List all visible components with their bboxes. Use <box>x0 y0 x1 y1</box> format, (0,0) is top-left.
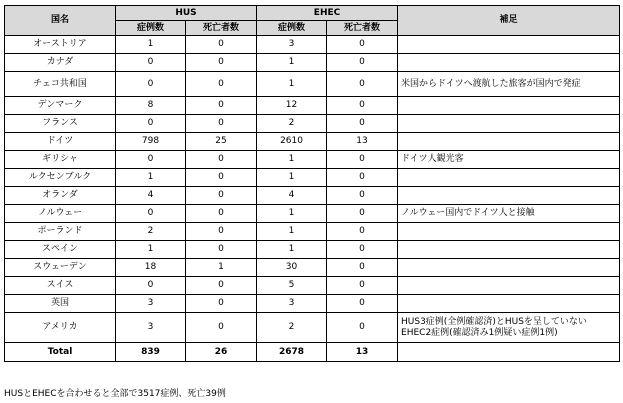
cell-hus-cases: 2 <box>116 223 186 241</box>
cell-note <box>398 97 620 115</box>
cell-hus-deaths: 0 <box>186 277 257 295</box>
cell-country: カナダ <box>5 54 116 72</box>
cell-hus-deaths: 25 <box>186 133 257 151</box>
cell-ehec-cases: 1 <box>257 151 327 169</box>
header-ehec: EHEC <box>257 6 398 21</box>
cell-ehec-deaths: 0 <box>327 115 398 133</box>
total-note <box>398 343 620 362</box>
cell-hus-deaths: 0 <box>186 151 257 169</box>
cell-note <box>398 187 620 205</box>
cell-hus-cases: 0 <box>116 205 186 223</box>
table-row <box>5 36 620 54</box>
cell-hus-cases: 1 <box>116 36 186 54</box>
cell-hus-deaths: 0 <box>186 295 257 313</box>
cell-ehec-cases: 2 <box>257 313 327 343</box>
cell-ehec-deaths: 0 <box>327 151 398 169</box>
cell-hus-cases: 0 <box>116 277 186 295</box>
cell-ehec-cases: 30 <box>257 259 327 277</box>
cell-country: ギリシャ <box>5 151 116 169</box>
cell-hus-cases: 0 <box>116 115 186 133</box>
header-notes: 補足 <box>398 6 620 36</box>
cell-country: オーストリア <box>5 36 116 54</box>
cell-hus-cases: 3 <box>116 295 186 313</box>
table-row <box>5 313 620 343</box>
cell-country: 英国 <box>5 295 116 313</box>
cell-hus-deaths: 0 <box>186 115 257 133</box>
cell-ehec-cases: 12 <box>257 97 327 115</box>
cell-note <box>398 259 620 277</box>
cell-hus-deaths: 0 <box>186 313 257 343</box>
cell-ehec-deaths: 0 <box>327 72 398 97</box>
cell-note <box>398 223 620 241</box>
cell-hus-cases: 1 <box>116 241 186 259</box>
cell-hus-deaths: 0 <box>186 97 257 115</box>
header-hus-cases: 症例数 <box>116 21 186 36</box>
header-ehec-cases: 症例数 <box>257 21 327 36</box>
cell-note <box>398 36 620 54</box>
cell-ehec-deaths: 0 <box>327 36 398 54</box>
cell-hus-deaths: 0 <box>186 223 257 241</box>
cell-ehec-deaths: 0 <box>327 295 398 313</box>
table-row <box>5 295 620 313</box>
cell-ehec-cases: 1 <box>257 72 327 97</box>
cell-country: オランダ <box>5 187 116 205</box>
table-row <box>5 241 620 259</box>
cell-hus-cases: 3 <box>116 313 186 343</box>
cell-ehec-cases: 2 <box>257 115 327 133</box>
cell-country: ドイツ <box>5 133 116 151</box>
ehec-hus-table <box>4 5 620 362</box>
footnote: HUSとEHECを合わせると全部で3517症例、死亡39例 <box>4 389 226 399</box>
cell-country: フランス <box>5 115 116 133</box>
cell-hus-cases: 0 <box>116 54 186 72</box>
cell-note: 米国からドイツへ渡航した旅客が国内で発症 <box>398 72 620 97</box>
table-row <box>5 223 620 241</box>
cell-ehec-deaths: 0 <box>327 259 398 277</box>
header-hus-deaths: 死亡者数 <box>186 21 257 36</box>
cell-ehec-cases: 1 <box>257 54 327 72</box>
cell-ehec-cases: 4 <box>257 187 327 205</box>
table-row <box>5 169 620 187</box>
cell-ehec-deaths: 13 <box>327 133 398 151</box>
cell-hus-deaths: 0 <box>186 205 257 223</box>
total-ehec-deaths: 13 <box>327 343 398 362</box>
cell-ehec-cases: 3 <box>257 36 327 54</box>
cell-hus-cases: 798 <box>116 133 186 151</box>
cell-hus-cases: 4 <box>116 187 186 205</box>
table-row <box>5 54 620 72</box>
total-hus-cases: 839 <box>116 343 186 362</box>
cell-note <box>398 277 620 295</box>
cell-ehec-deaths: 0 <box>327 277 398 295</box>
cell-hus-cases: 0 <box>116 72 186 97</box>
cell-ehec-cases: 1 <box>257 241 327 259</box>
table-row <box>5 97 620 115</box>
table-row <box>5 72 620 97</box>
cell-country: ルクセンブルク <box>5 169 116 187</box>
cell-ehec-cases: 2610 <box>257 133 327 151</box>
cell-hus-deaths: 0 <box>186 36 257 54</box>
cell-note <box>398 54 620 72</box>
cell-ehec-deaths: 0 <box>327 169 398 187</box>
cell-note: HUS3症例(全例確認済)とHUSを呈していないEHEC2症例(確認済み1例疑い症例1例) <box>398 313 620 343</box>
table-row <box>5 115 620 133</box>
table-row <box>5 277 620 295</box>
cell-ehec-cases: 1 <box>257 223 327 241</box>
cell-hus-cases: 0 <box>116 151 186 169</box>
cell-ehec-cases: 3 <box>257 295 327 313</box>
cell-hus-deaths: 0 <box>186 54 257 72</box>
cell-hus-deaths: 0 <box>186 241 257 259</box>
header-ehec-deaths: 死亡者数 <box>327 21 398 36</box>
cell-country: ポーランド <box>5 223 116 241</box>
cell-note <box>398 295 620 313</box>
cell-country: スイス <box>5 277 116 295</box>
total-hus-deaths: 26 <box>186 343 257 362</box>
cell-note: ドイツ人観光客 <box>398 151 620 169</box>
cell-ehec-cases: 5 <box>257 277 327 295</box>
cell-note: ノルウェー国内でドイツ人と接触 <box>398 205 620 223</box>
header-country: 国名 <box>5 6 116 36</box>
cell-country: スペイン <box>5 241 116 259</box>
cell-ehec-deaths: 0 <box>327 223 398 241</box>
cell-ehec-cases: 1 <box>257 169 327 187</box>
cell-country: スウェーデン <box>5 259 116 277</box>
table-row <box>5 151 620 169</box>
cell-note <box>398 241 620 259</box>
cell-ehec-deaths: 0 <box>327 97 398 115</box>
cell-country: デンマーク <box>5 97 116 115</box>
header-hus: HUS <box>116 6 257 21</box>
cell-country: ノルウェー <box>5 205 116 223</box>
cell-ehec-deaths: 0 <box>327 313 398 343</box>
cell-hus-cases: 8 <box>116 97 186 115</box>
cell-country: チェコ共和国 <box>5 72 116 97</box>
table-row <box>5 205 620 223</box>
table-body <box>5 36 620 362</box>
cell-hus-deaths: 0 <box>186 187 257 205</box>
cell-ehec-deaths: 0 <box>327 187 398 205</box>
cell-hus-deaths: 1 <box>186 259 257 277</box>
cell-note <box>398 133 620 151</box>
cell-country: アメリカ <box>5 313 116 343</box>
cell-note <box>398 115 620 133</box>
total-label: Total <box>5 343 116 362</box>
cell-ehec-deaths: 0 <box>327 205 398 223</box>
cell-ehec-deaths: 0 <box>327 54 398 72</box>
cell-hus-deaths: 0 <box>186 169 257 187</box>
cell-ehec-cases: 1 <box>257 205 327 223</box>
cell-hus-cases: 18 <box>116 259 186 277</box>
cell-note <box>398 169 620 187</box>
cell-ehec-deaths: 0 <box>327 241 398 259</box>
cell-hus-cases: 1 <box>116 169 186 187</box>
table-row <box>5 187 620 205</box>
total-ehec-cases: 2678 <box>257 343 327 362</box>
cell-hus-deaths: 0 <box>186 72 257 97</box>
total-row <box>5 343 620 362</box>
table-row <box>5 133 620 151</box>
table-row <box>5 259 620 277</box>
